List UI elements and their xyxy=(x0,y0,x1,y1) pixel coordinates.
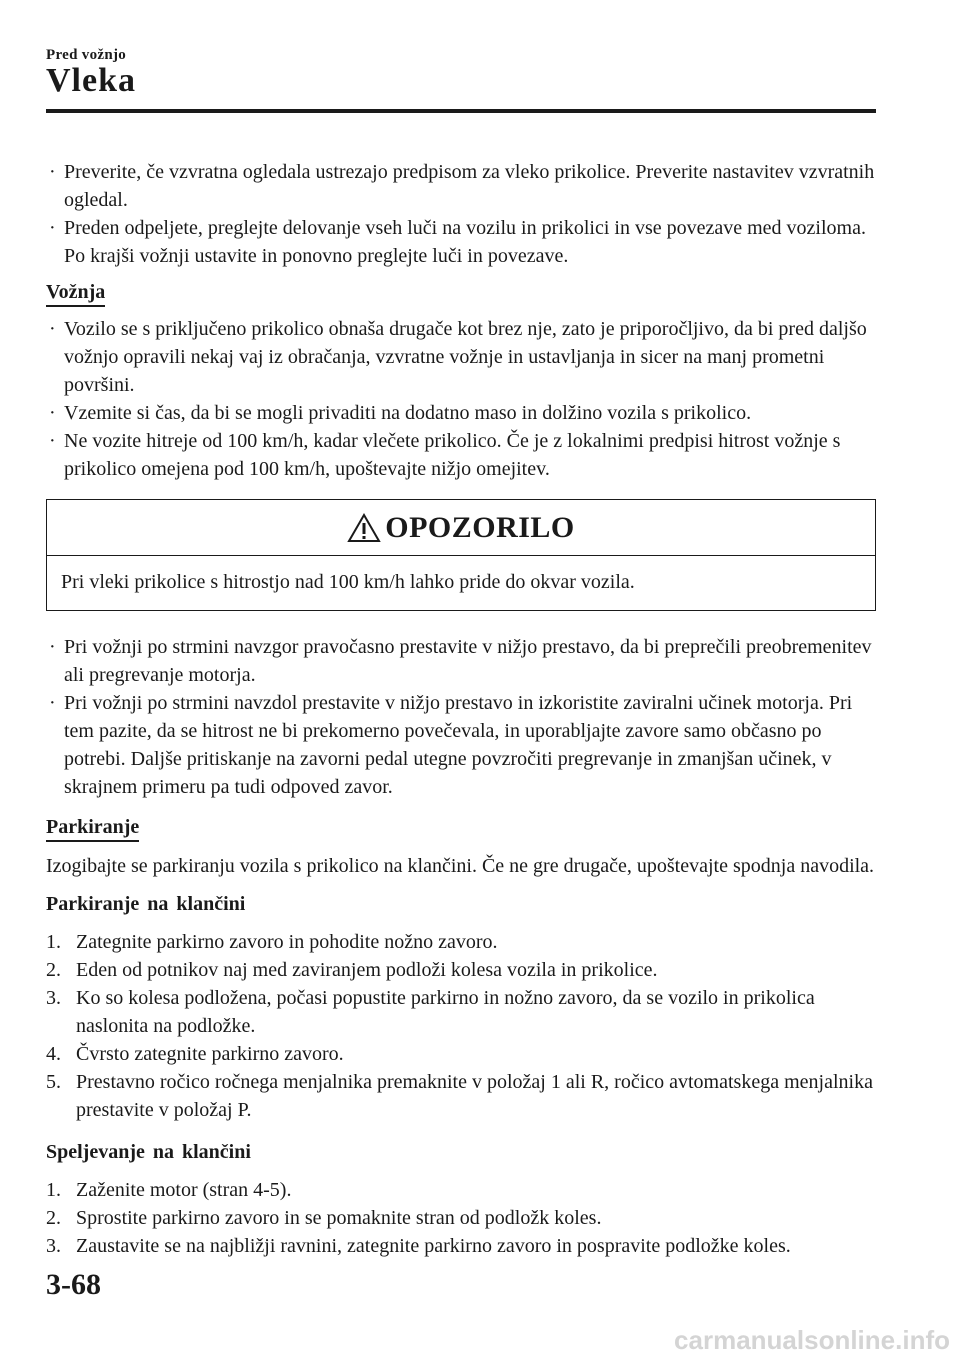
section-heading-text: Parkiranje xyxy=(46,816,139,842)
list-item xyxy=(46,984,876,1040)
step-number: 4. xyxy=(46,1043,61,1065)
section-heading-voznja xyxy=(46,278,876,307)
bullet-icon: · xyxy=(49,636,56,658)
page-number: 3-68 xyxy=(46,1268,101,1301)
step-number: 1. xyxy=(46,1179,61,1201)
bullet-text: Preverite, če vzvratna ogledala ustrezajo predpisom za vleko prikolice. Preverite nastavitev vzvratnih ogledal. xyxy=(64,161,875,211)
bullet-text: Preden odpeljete, preglejte delovanje vseh luči na vozilu in prikolici in vse povezave med voziloma. Po krajši vožnji ustavite in ponovno preglejte luči in povezave. xyxy=(64,217,866,267)
list-item xyxy=(46,956,876,984)
list-item xyxy=(46,633,876,689)
list-item xyxy=(46,399,876,427)
warning-header xyxy=(47,500,875,556)
page-content xyxy=(46,158,876,1260)
bullet-icon: · xyxy=(49,161,56,183)
parking-steps-list xyxy=(46,928,876,1124)
warning-text: Pri vleki prikolice s hitrostjo nad 100 km/h lahko pride do okvar vozila. xyxy=(61,571,635,593)
list-item xyxy=(46,1176,876,1204)
step-text: Zaženite motor (stran 4-5). xyxy=(76,1179,292,1201)
list-item xyxy=(46,928,876,956)
bullet-text: Vzemite si čas, da bi se mogli privaditi na dodatno maso in dolžino vozila s prikolico. xyxy=(64,402,752,424)
bullet-icon: · xyxy=(49,430,56,452)
watermark-text: carmanualsonline.info xyxy=(674,1325,950,1355)
list-item xyxy=(46,689,876,801)
list-item xyxy=(46,158,876,214)
page-title: Vleka xyxy=(46,62,136,99)
subheading-starting-slope: Speljevanje na klančini xyxy=(46,1141,251,1163)
step-text: Prestavno ročico ročnega menjalnika premaknite v položaj 1 ali R, ročico avtomatskega menjalnika prestavite v položaj P. xyxy=(76,1071,873,1121)
warning-box xyxy=(46,499,876,611)
bullet-text: Ne vozite hitreje od 100 km/h, kadar vlečete prikolico. Če je z lokalnimi predpisi hitrost vožnje s prikolico omejena pod 100 km/h, upoštevajte nižjo omejitev. xyxy=(64,430,841,480)
list-item xyxy=(46,1232,876,1260)
bullet-icon: · xyxy=(49,692,56,714)
parkiranje-intro: Izogibajte se parkiranju vozila s prikolico na klančini. Če ne gre drugače, upoštevajte spodnja navodila. xyxy=(46,855,875,877)
step-text: Sprostite parkirno zavoro in se pomaknite stran od podložk koles. xyxy=(76,1207,602,1229)
header-rule xyxy=(46,109,876,113)
list-item xyxy=(46,427,876,483)
bullet-text: Pri vožnji po strmini navzdol prestavite v nižjo prestavo in izkoristite zaviralni učinek motorja. Pri tem pazite, da se hitrost ne bi prekomerno povečevala, in uporabljajte zavore samo občasno po potrebi. Daljše pritiskanje na zavorni pedal utegne povzročiti pregrevanje in zmanjšan učinek, v skrajnem primeru pa tudi odpoved zavor. xyxy=(64,692,853,798)
step-number: 1. xyxy=(46,931,61,953)
list-item xyxy=(46,214,876,270)
step-number: 3. xyxy=(46,1235,61,1257)
bullet-icon: · xyxy=(49,217,56,239)
step-number: 2. xyxy=(46,959,61,981)
bullet-icon: · xyxy=(49,318,56,340)
step-text: Zategnite parkirno zavoro in pohodite nožno zavoro. xyxy=(76,931,498,953)
voznja-bullet-list xyxy=(46,315,876,483)
section-heading-parkiranje xyxy=(46,813,876,842)
list-item xyxy=(46,1040,876,1068)
section-label: Pred vožnjo xyxy=(46,47,127,63)
bullet-icon: · xyxy=(49,402,56,424)
starting-steps-list xyxy=(46,1176,876,1260)
step-text: Čvrsto zategnite parkirno zavoro. xyxy=(76,1043,344,1065)
list-item xyxy=(46,1068,876,1124)
bullet-text: Vozilo se s priključeno prikolico obnaša drugače kot brez nje, zato je priporočljivo, da bi pred daljšo vožnjo opravili nekaj vaj iz obračanja, vzvratne vožnje in ustavljanja in sicer na manj prometni površini. xyxy=(64,318,867,396)
slope-bullet-list xyxy=(46,633,876,801)
top-bullet-list xyxy=(46,158,876,270)
bullet-text: Pri vožnji po strmini navzgor pravočasno prestavite v nižjo prestavo, da bi preprečili preobremenitev ali pregrevanje motorja. xyxy=(64,636,872,686)
step-text: Eden od potnikov naj med zaviranjem podloži kolesa vozila in prikolice. xyxy=(76,959,658,981)
section-heading-text: Vožnja xyxy=(46,281,105,307)
step-text: Zaustavite se na najbližji ravnini, zategnite parkirno zavoro in pospravite podložke koles. xyxy=(76,1235,791,1257)
list-item xyxy=(46,315,876,399)
step-number: 5. xyxy=(46,1071,61,1093)
warning-triangle-icon xyxy=(347,513,381,543)
list-item xyxy=(46,1204,876,1232)
step-number: 2. xyxy=(46,1207,61,1229)
step-text: Ko so kolesa podložena, počasi popustite parkirno in nožno zavoro, da se vozilo in prikolica naslonita na podložke. xyxy=(76,987,815,1037)
warning-title: OPOZORILO xyxy=(385,510,575,544)
subheading-parking-slope: Parkiranje na klančini xyxy=(46,893,246,915)
step-number: 3. xyxy=(46,987,61,1009)
